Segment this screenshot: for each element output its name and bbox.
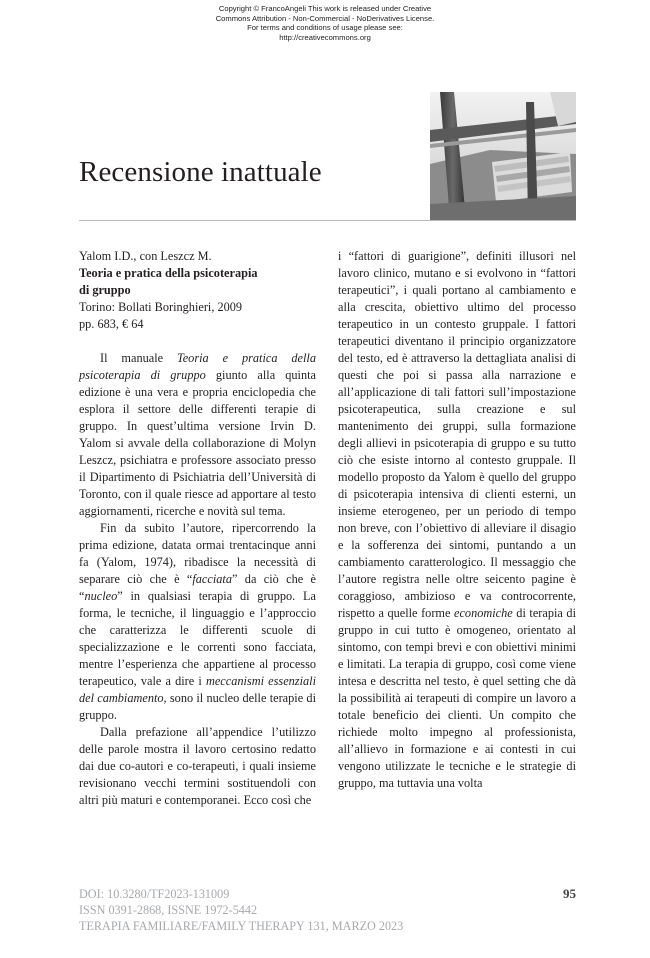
- body-paragraph: Dalla prefazione all’appendice l’utilizzo delle parole mostra il lavoro certosino redatto dai due co-autori e co-terapeuti, i quali insieme revisionano vecchi termini sostituendoli con altri più maturi e contemporanei. Ecco così che: [79, 725, 316, 807]
- page-title: Recensione inattuale: [79, 156, 322, 188]
- body-paragraph: i “fattori di guarigione”, definiti illusori nel lavoro clinico, mutano e si evolvono in “fattori terapeutici”, i quali portano al cambiamento e alla crescita, obiettivo ultimo del processo terapeutico in un contesto gruppale. I fattori terapeutici diventano il principio organizzatore del testo, ed è attraverso la dettagliata analisi di questi che poi si passa alla narrazione e all’applicazione di tali fattori sull’impostazione psicoterapeutica, sulla creazione e sul mantenimento dei gruppi, sulla formazione degli allievi in psicoterapia di gruppo e su tutto ciò che esiste intorno al contesto gruppale. Il modello proposto da Yalom è quello del gruppo di psicoterapia intensiva di clienti esterni, un insieme eterogeneo, per un periodo di tempo non breve, con l’obiettivo di alleviare il disagio e la sofferenza dei sintomi, puntando a un cambiamento caratterologico. Il messaggio che l’autore registra nelle oltre seicento pagine è coraggioso, ambizioso e va controcorrente, rispetto a quelle forme economiche di terapia di gruppo in cui tutto è omogeneo, orientato al sintomo, con tempi brevi e con obiettivi minimi e limitati. La terapia di gruppo, così come viene intesa e descritta nel testo, è quel setting che dà la possibilità ai terapeuti di compire un lavoro a totale beneficio dei clienti. Un compito che richiede molto impegno al professionista, all’allievo in formazione e ai contesti in cui vengono utilizzate le tecniche e le strategie di gruppo, ma tuttavia una volta: [338, 249, 576, 790]
- book-title: Teoria e pratica della psicoterapia: [79, 266, 258, 280]
- copyright-line: For terms and conditions of usage please see:: [247, 23, 403, 33]
- copyright-line: Copyright © FrancoAngeli This work is released under Creative: [218, 4, 432, 13]
- journal-citation: TERAPIA FAMILIARE/FAMILY THERAPY 131, MARZO 2023: [79, 919, 404, 933]
- copyright-notice: [190, 4, 460, 42]
- issn: ISSN 0391-2868, ISSNE 1972-5442: [79, 903, 258, 917]
- copyright-line: http://creativecommons.org: [279, 32, 371, 42]
- book-title: di gruppo: [79, 283, 131, 297]
- book-authors: Yalom I.D., con Leszcz M.: [79, 249, 212, 263]
- title-rule: [79, 220, 576, 221]
- copyright-line: Commons Attribution - Non-Commercial - NoDerivatives License.: [215, 13, 435, 23]
- book-details: pp. 683, € 64: [79, 317, 144, 331]
- left-column: [79, 248, 316, 809]
- body-paragraph: Fin da subito l’autore, ripercorrendo la prima edizione, datata ormai trentacinque anni fa (Yalom, 1974), ribadisce la necessità di separare ciò che è “facciata” da ciò che è “nucleo” in qualsiasi terapia di gruppo. La forma, le tecniche, il linguaggio e l’approccio che caratterizza le differenti scuole di specializzazione e le correnti sono facciata, mentre l’esperienza che appartiene al processo terapeutico, vale a dire i meccanismi essenziali del cambiamento, sono il nucleo delle terapie di gruppo.: [79, 521, 316, 722]
- header-photo: [430, 92, 576, 220]
- body-paragraph: Il manuale Teoria e pratica della psicoterapia di gruppo giunto alla quinta edizione è una vera e propria enciclopedia che esplora il settore delle differenti terapie di gruppo. In quest’ultima versione Irvin D. Yalom si avvale della collaborazione di Molyn Leszcz, psichiatra e professore associato presso il Dipartimento di Psichiatria dell’Università di Toronto, con il quale riesce ad apportare al testo aggiornamenti, ricerche e novità sul tema.: [79, 351, 316, 518]
- book-publisher: Torino: Bollati Boringhieri, 2009: [79, 300, 243, 314]
- page-footer: [79, 886, 576, 934]
- book-reference: [79, 248, 316, 333]
- doi: DOI: 10.3280/TF2023-131009: [79, 887, 230, 901]
- right-column: [338, 248, 576, 792]
- page-number: 95: [563, 886, 576, 901]
